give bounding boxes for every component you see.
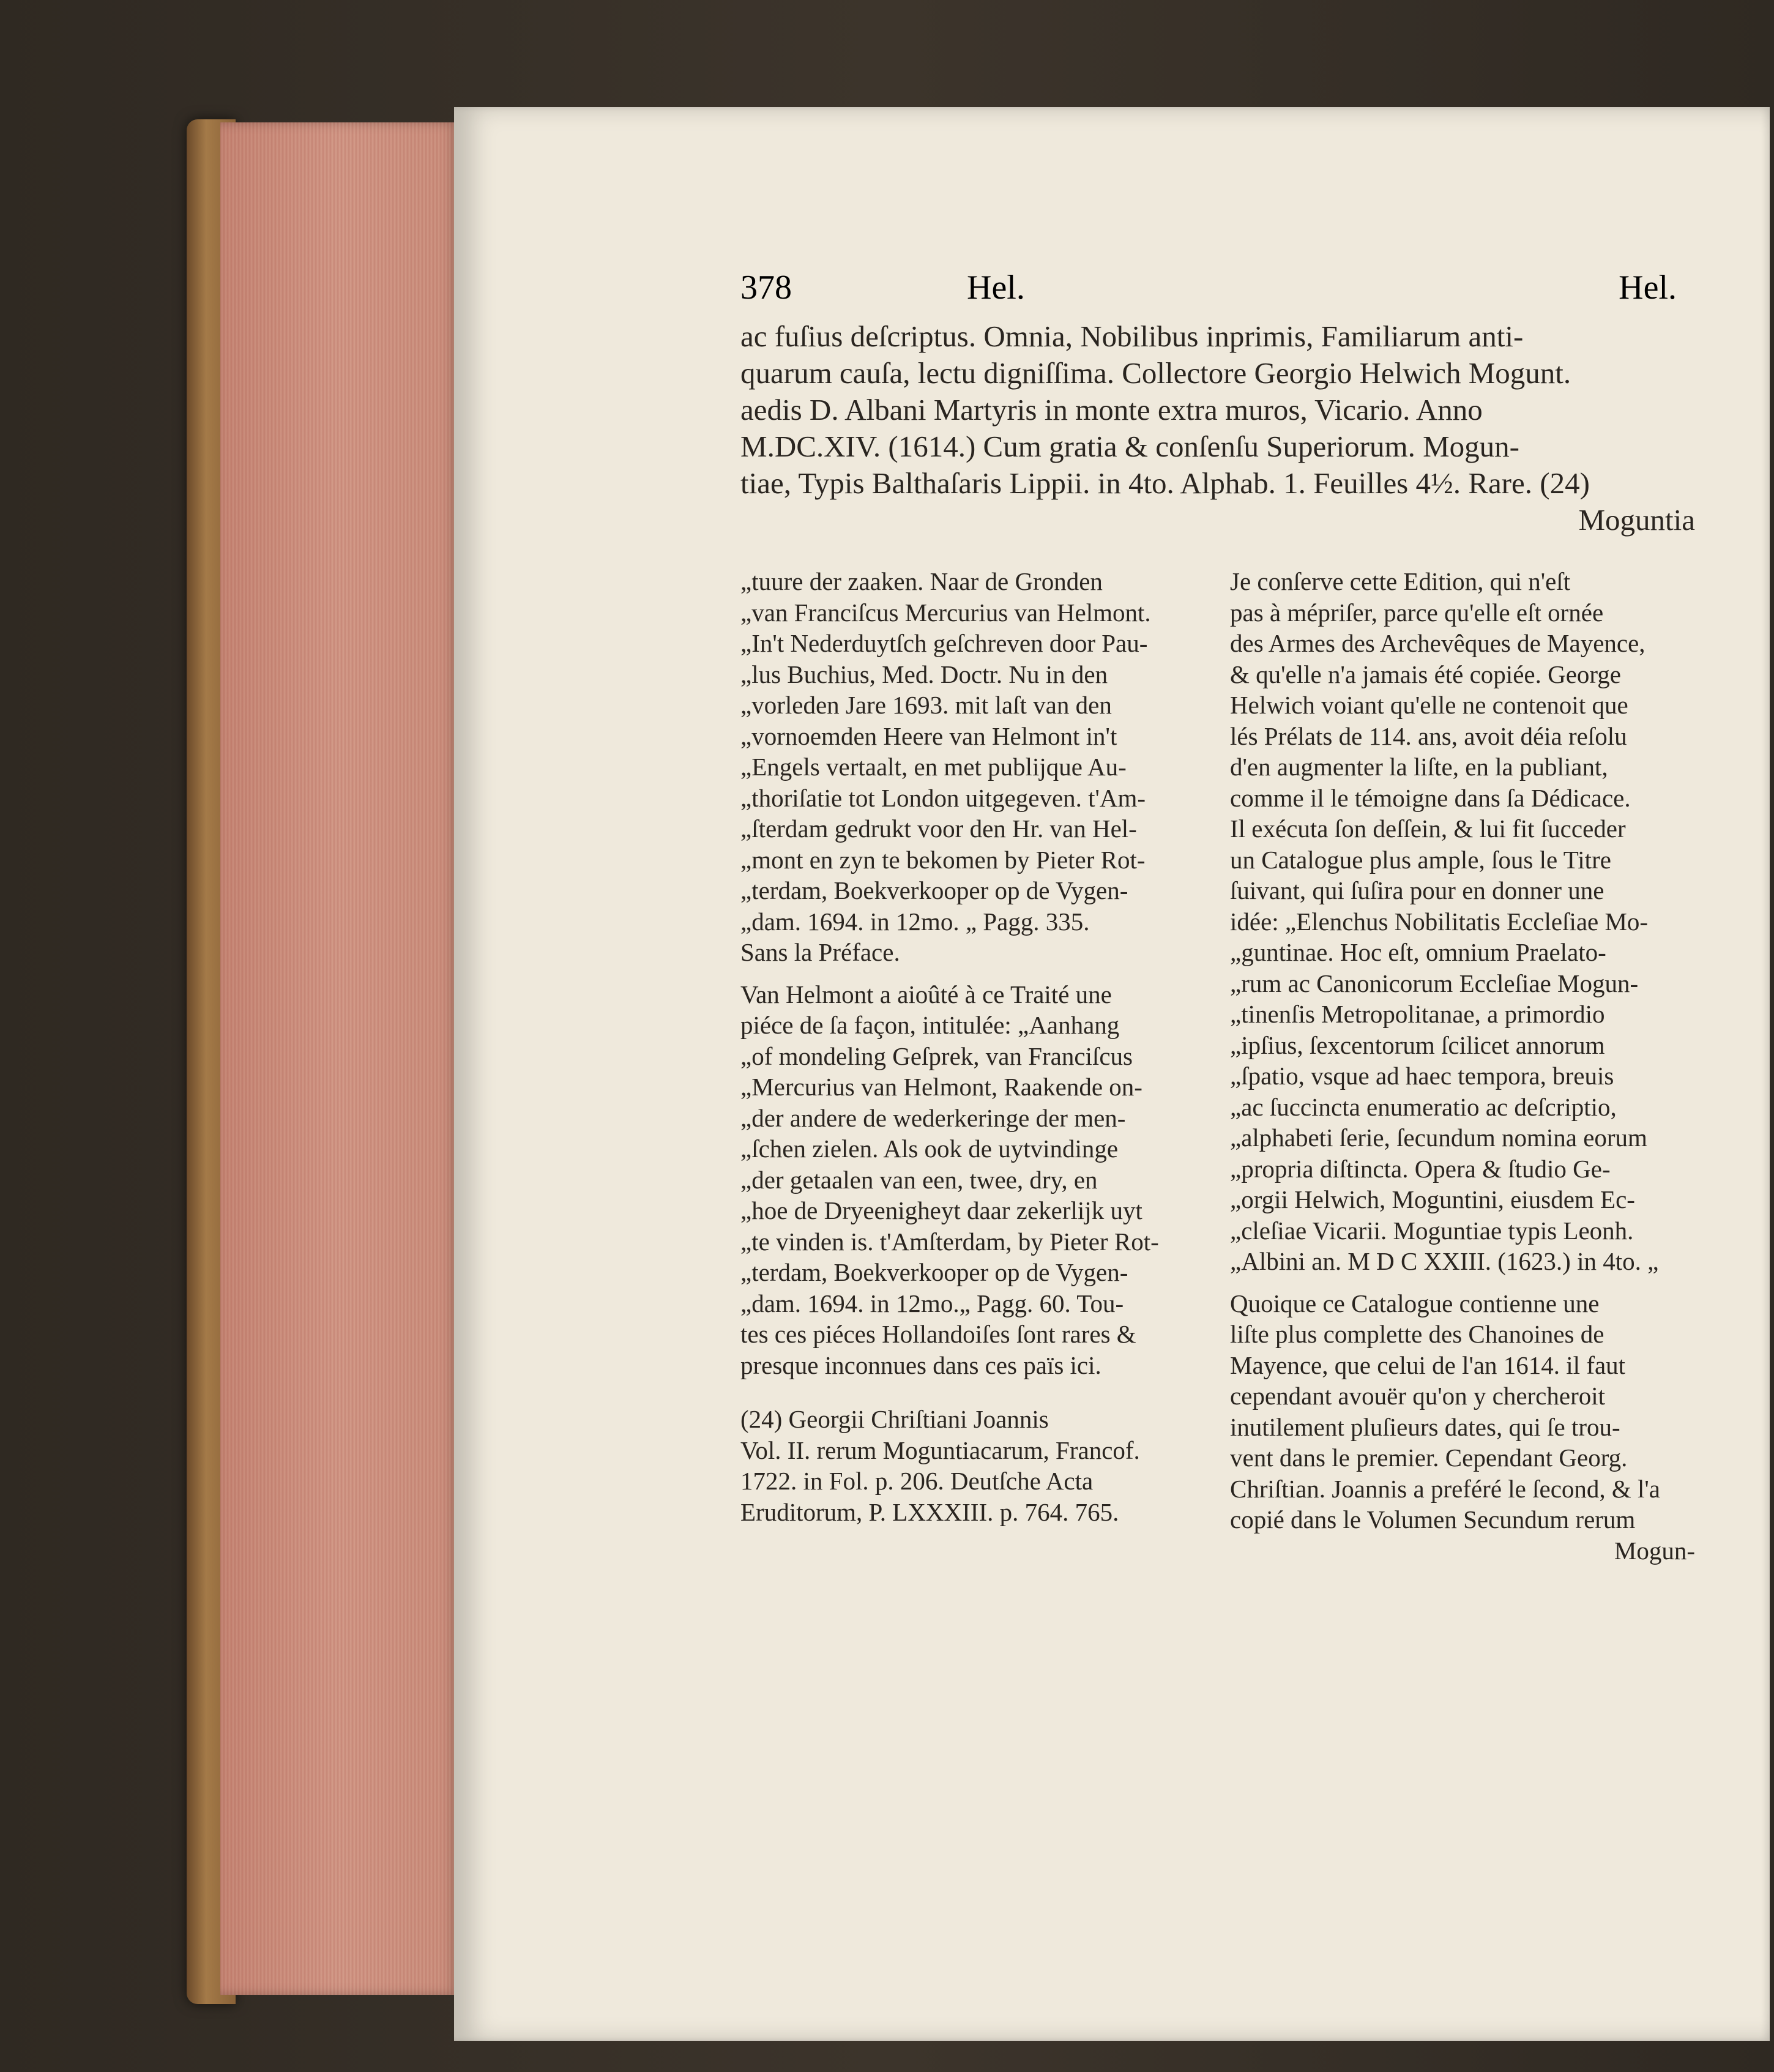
text-line: inutilement pluſieurs dates, qui ſe trou- bbox=[1230, 1412, 1620, 1441]
left-column bbox=[740, 566, 1193, 1527]
text-line: idée: „Elenchus Nobilitatis Eccleſiae Mo- bbox=[1230, 907, 1649, 936]
text-line: „Mercurius van Helmont, Raakende on- bbox=[740, 1073, 1142, 1101]
text-line: „Albini an. M D C XXIII. (1623.) in 4to. „ bbox=[1230, 1247, 1659, 1275]
text-line: „ſchen zielen. Als ook de uytvindinge bbox=[740, 1135, 1119, 1163]
text-line: liſte plus complette des Chanoines de bbox=[1230, 1320, 1604, 1348]
text-line: „te vinden is. t'Amſterdam, by Pieter Rot- bbox=[740, 1227, 1159, 1256]
footnote-line: Eruditorum, P. LXXXIII. p. 764. 765. bbox=[740, 1497, 1119, 1526]
text-line: piéce de ſa façon, intitulée: „Aanhang bbox=[740, 1011, 1120, 1039]
text-line: „tuure der zaaken. Naar de Gronden bbox=[740, 567, 1103, 595]
text-line: pas à mépriſer, parce qu'elle eſt ornée bbox=[1230, 598, 1604, 627]
text-line: „terdam, Boekverkooper op de Vygen- bbox=[740, 876, 1128, 904]
text-line: lés Prélats de 114. ans, avoit déia reſolu bbox=[1230, 721, 1627, 750]
text-line: „vornoemden Heere van Helmont in't bbox=[740, 721, 1117, 750]
text-line: „ac ſuccincta enumeratio ac deſcriptio, bbox=[1230, 1092, 1617, 1121]
text-line: ac fuſius deſcriptus. Omnia, Nobilibus inprimis, Familiarum anti- bbox=[740, 319, 1524, 353]
text-line: quarum cauſa, lectu digniſſima. Collectore Georgio Helwich Mogunt. bbox=[740, 356, 1571, 390]
text-line: ſuivant, qui ſuſira pour en donner une bbox=[1230, 876, 1604, 904]
text-line: tes ces piéces Hollandoiſes ſont rares & bbox=[740, 1320, 1136, 1348]
text-line: Mayence, que celui de l'an 1614. il faut bbox=[1230, 1351, 1626, 1379]
text-line: un Catalogue plus ample, ſous le Titre bbox=[1230, 845, 1611, 874]
text-line: vent dans le premier. Cependant Georg. bbox=[1230, 1444, 1628, 1472]
text-line: „van Franciſcus Mercurius van Helmont. bbox=[740, 598, 1151, 627]
text-line: „rum ac Canonicorum Eccleſiae Mogun- bbox=[1230, 969, 1639, 997]
running-head-left: Hel. bbox=[967, 269, 1025, 307]
text-line: Chriſtian. Joannis a preféré le ſecond, & l'a bbox=[1230, 1474, 1661, 1503]
text-line: comme il le témoigne dans ſa Dédicace. bbox=[1230, 783, 1631, 812]
text-line: „ſterdam gedrukt voor den Hr. van Hel- bbox=[740, 814, 1137, 843]
text-line: „Engels vertaalt, en met publijque Au- bbox=[740, 753, 1127, 781]
text-line: „vorleden Jare 1693. mit laſt van den bbox=[740, 691, 1112, 719]
text-line: presque inconnues dans ces païs ici. bbox=[740, 1351, 1101, 1379]
text-line: Sans la Préface. bbox=[740, 938, 900, 966]
text-line: des Armes des Archevêques de Mayence, bbox=[1230, 629, 1645, 657]
text-line: tiae, Typis Balthaſaris Lippii. in 4to. Alphab. 1. Feuilles 4½. Rare. (24) bbox=[740, 466, 1590, 500]
text-line: „cleſiae Vicarii. Moguntiae typis Leonh. bbox=[1230, 1216, 1634, 1245]
text-line: „of mondeling Geſprek, van Franciſcus bbox=[740, 1042, 1133, 1070]
text-line: „der getaalen van een, twee, dry, en bbox=[740, 1165, 1098, 1194]
page-fore-edge bbox=[220, 122, 459, 1995]
footnote-line: (24) Georgii Chriſtiani Joannis bbox=[740, 1405, 1049, 1433]
text-line: copié dans le Volumen Secundum rerum bbox=[1230, 1505, 1636, 1534]
text-line: „mont en zyn te bekomen by Pieter Rot- bbox=[740, 845, 1146, 874]
text-line: „In't Nederduytſch geſchreven door Pau- bbox=[740, 629, 1148, 657]
catchword: Mogun- bbox=[1614, 1536, 1695, 1565]
intro-paragraph bbox=[740, 318, 1695, 538]
text-line: „thoriſatie tot London uitgegeven. t'Am- bbox=[740, 783, 1146, 812]
text-line: cependant avouër qu'on y chercheroit bbox=[1230, 1382, 1605, 1410]
text-line: Van Helmont a aioûté à ce Traité une bbox=[740, 980, 1112, 1008]
text-line: M.DC.XIV. (1614.) Cum gratia & conſenſu Superiorum. Mogun- bbox=[740, 430, 1519, 463]
footnote-line: 1722. in Fol. p. 206. Deutſche Acta bbox=[740, 1467, 1094, 1495]
page-number: 378 bbox=[740, 269, 792, 307]
running-head bbox=[740, 263, 1707, 312]
text-line: Quoique ce Catalogue contienne une bbox=[1230, 1289, 1600, 1317]
text-line: „orgii Helwich, Moguntini, eiusdem Ec- bbox=[1230, 1185, 1635, 1213]
text-line: „der andere de wederkeringe der men- bbox=[740, 1103, 1126, 1132]
text-line: „guntinae. Hoc eſt, omnium Praelato- bbox=[1230, 938, 1606, 966]
text-line: „tinenſis Metropolitanae, a primordio bbox=[1230, 1000, 1605, 1028]
text-line: Je conſerve cette Edition, qui n'eſt bbox=[1230, 567, 1571, 595]
text-line: „hoe de Dryeenigheyt daar zekerlijk uyt bbox=[740, 1196, 1142, 1224]
footnote-line: Vol. II. rerum Moguntiacarum, Francof. bbox=[740, 1436, 1140, 1464]
right-column bbox=[1230, 566, 1695, 1566]
text-line: & qu'elle n'a jamais été copiée. George bbox=[1230, 660, 1622, 688]
text-line: Moguntia bbox=[1578, 503, 1695, 537]
text-line: „alphabeti ſerie, ſecundum nomina eorum bbox=[1230, 1124, 1647, 1152]
text-line: „dam. 1694. in 12mo.„ Pagg. 60. Tou- bbox=[740, 1289, 1124, 1317]
text-line: aedis D. Albani Martyris in monte extra muros, Vicario. Anno bbox=[740, 393, 1483, 427]
text-line: „lus Buchius, Med. Doctr. Nu in den bbox=[740, 660, 1108, 688]
text-line: Helwich voiant qu'elle ne contenoit que bbox=[1230, 691, 1628, 719]
running-head-right: Hel. bbox=[1619, 269, 1677, 307]
text-line: „dam. 1694. in 12mo. „ Pagg. 335. bbox=[740, 907, 1090, 936]
text-line: „ipſius, ſexcentorum ſcilicet annorum bbox=[1230, 1030, 1605, 1059]
text-line: d'en augmenter la liſte, en la publiant, bbox=[1230, 753, 1608, 781]
text-line: Il exécuta ſon deſſein, & lui fit ſucceder bbox=[1230, 814, 1626, 843]
text-line: „terdam, Boekverkooper op de Vygen- bbox=[740, 1258, 1128, 1286]
text-line: „propria diſtincta. Opera & ſtudio Ge- bbox=[1230, 1154, 1611, 1183]
text-line: „ſpatio, vsque ad haec tempora, breuis bbox=[1230, 1062, 1614, 1090]
